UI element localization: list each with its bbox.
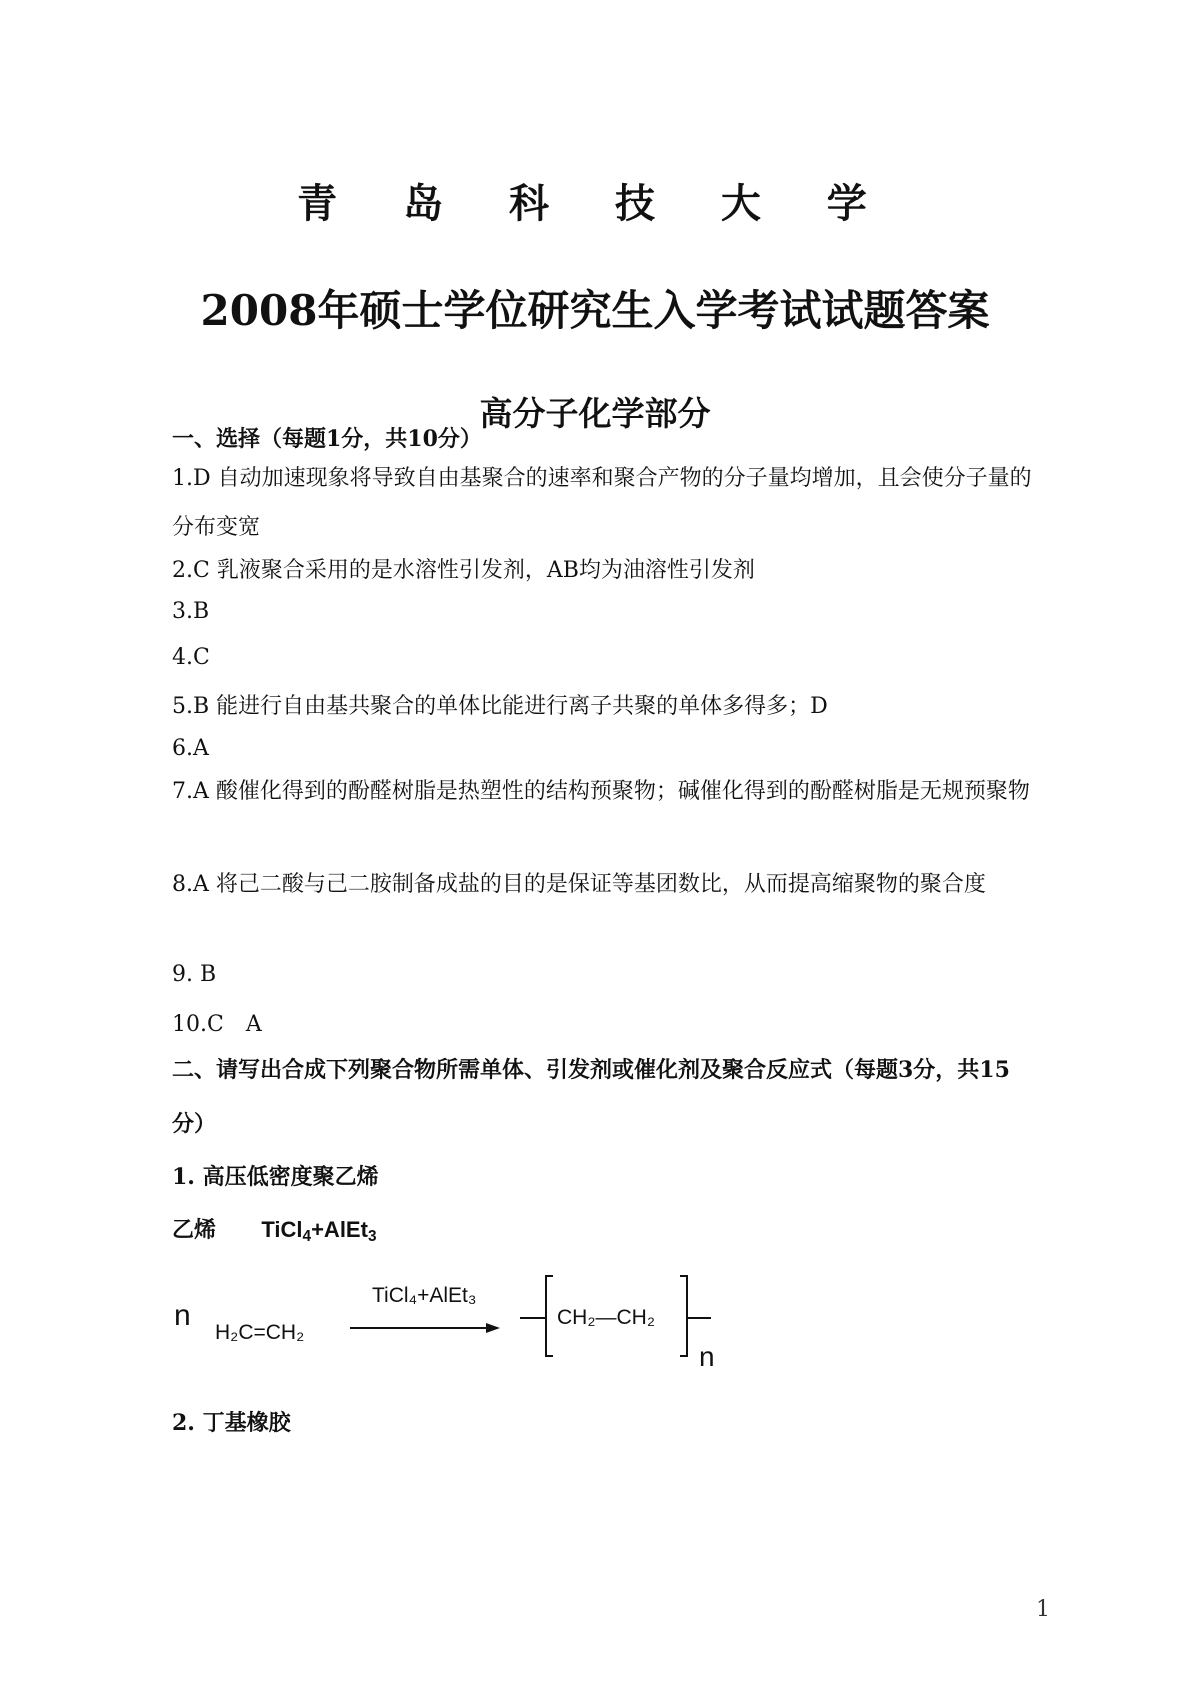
answer-10: 10.C A	[172, 1012, 262, 1037]
arrow-label: TiCl₄+AlEt₃	[372, 1284, 477, 1307]
exam-title: 2008年硕士学位研究生入学考试试题答案	[200, 286, 990, 335]
product-subscript: n	[699, 1341, 715, 1372]
item1-title: 1. 高压低密度聚乙烯	[172, 1164, 379, 1190]
item1-catalyst: TiCl$_4$+AlEt$_3$	[261, 1217, 377, 1245]
answer-1: 1.D 自动加速现象将导致自由基聚合的速率和聚合产物的分子量均增加，且会使分子量的分布变宽	[172, 466, 1032, 540]
page-number: 1	[1036, 1597, 1050, 1622]
section2-heading: 二、请写出合成下列聚合物所需单体、引发剂或催化剂及聚合反应式（每题3分，共15分）	[172, 1057, 1010, 1137]
university-name: 青 岛 科 技 大 学	[297, 180, 893, 227]
reaction-coefficient: n	[174, 1299, 191, 1332]
item2-title: 2. 丁基橡胶	[172, 1410, 291, 1436]
part-title: 高分子化学部分	[479, 394, 711, 433]
answer-8: 8.A 将己二酸与己二胺制备成盐的目的是保证等基团数比，从而提高缩聚物的聚合度	[172, 872, 986, 897]
answer-6: 6.A	[172, 736, 209, 761]
answer-4: 4.C	[172, 645, 210, 670]
item1-monomer: 乙烯	[172, 1217, 217, 1243]
reaction-monomer: H₂C=CH₂	[215, 1321, 305, 1344]
answer-3: 3.B	[172, 599, 210, 624]
answer-5: 5.B 能进行自由基共聚合的单体比能进行离子共聚的单体多得多；D	[172, 694, 828, 719]
answer-7: 7.A 酸催化得到的酚醛树脂是热塑性的结构预聚物；碱催化得到的酚醛树脂是无规预聚物	[172, 779, 1030, 804]
answer-9: 9. B	[172, 962, 217, 987]
reaction-arrow	[340, 1318, 512, 1338]
product-repeat-unit: CH₂—CH₂	[557, 1306, 655, 1329]
item1-reagents	[172, 1213, 377, 1246]
answer-2: 2.C 乳液聚合采用的是水溶性引发剂，AB均为油溶性引发剂	[172, 558, 755, 583]
section1-heading: 一、选择（每题1分，共10分）	[172, 426, 482, 452]
